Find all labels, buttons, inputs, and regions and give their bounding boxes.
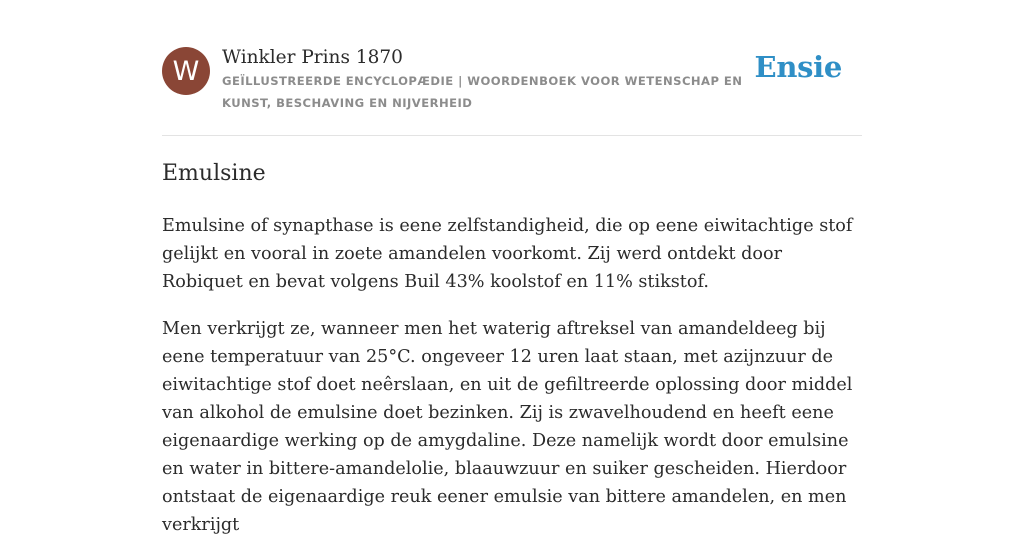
article-title: Emulsine bbox=[162, 161, 266, 186]
ensie-logo[interactable]: Ensie bbox=[754, 50, 842, 84]
source-title[interactable]: Winkler Prins 1870 bbox=[222, 47, 403, 68]
source-header bbox=[162, 46, 862, 116]
header-divider bbox=[162, 135, 862, 136]
source-info bbox=[222, 46, 762, 114]
article-body bbox=[162, 212, 867, 558]
article-paragraph: Men verkrijgt ze, wanneer men het waterig aftreksel van amandeldeeg bij eene temperatuur van 25°C. ongeveer 12 uren laat staan, met azijnzuur de eiwitachtige stof doet neêrslaan, en uit de gefiltreerde oplossing door middel van alkohol de emulsine doet bezinken. Zij is zwavelhoudend en heeft eene eigenaardige werking op de amygdaline. Deze namelijk wordt door emulsine en water in bittere-amandelolie, blaauwzuur en suiker gescheiden. Hierdoor ontstaat de eigenaardige reuk eener emulsie van bittere amandelen, en men verkrijgt bbox=[162, 319, 853, 535]
source-avatar[interactable]: W bbox=[162, 47, 210, 95]
source-subtitle: GEÏLLUSTREERDE ENCYCLOPÆDIE | WOORDENBOEK VOOR WETENSCHAP EN KUNST, BESCHAVING EN NIJVERHEID bbox=[222, 74, 743, 110]
article-paragraph: Emulsine of synapthase is eene zelfstandigheid, die op eene eiwitachtige stof gelijkt en vooral in zoete amandelen voorkomt. Zij werd ontdekt door Robiquet en bevat volgens Buil 43% koolstof en 11% stikstof. bbox=[162, 216, 853, 292]
page bbox=[162, 0, 862, 535]
